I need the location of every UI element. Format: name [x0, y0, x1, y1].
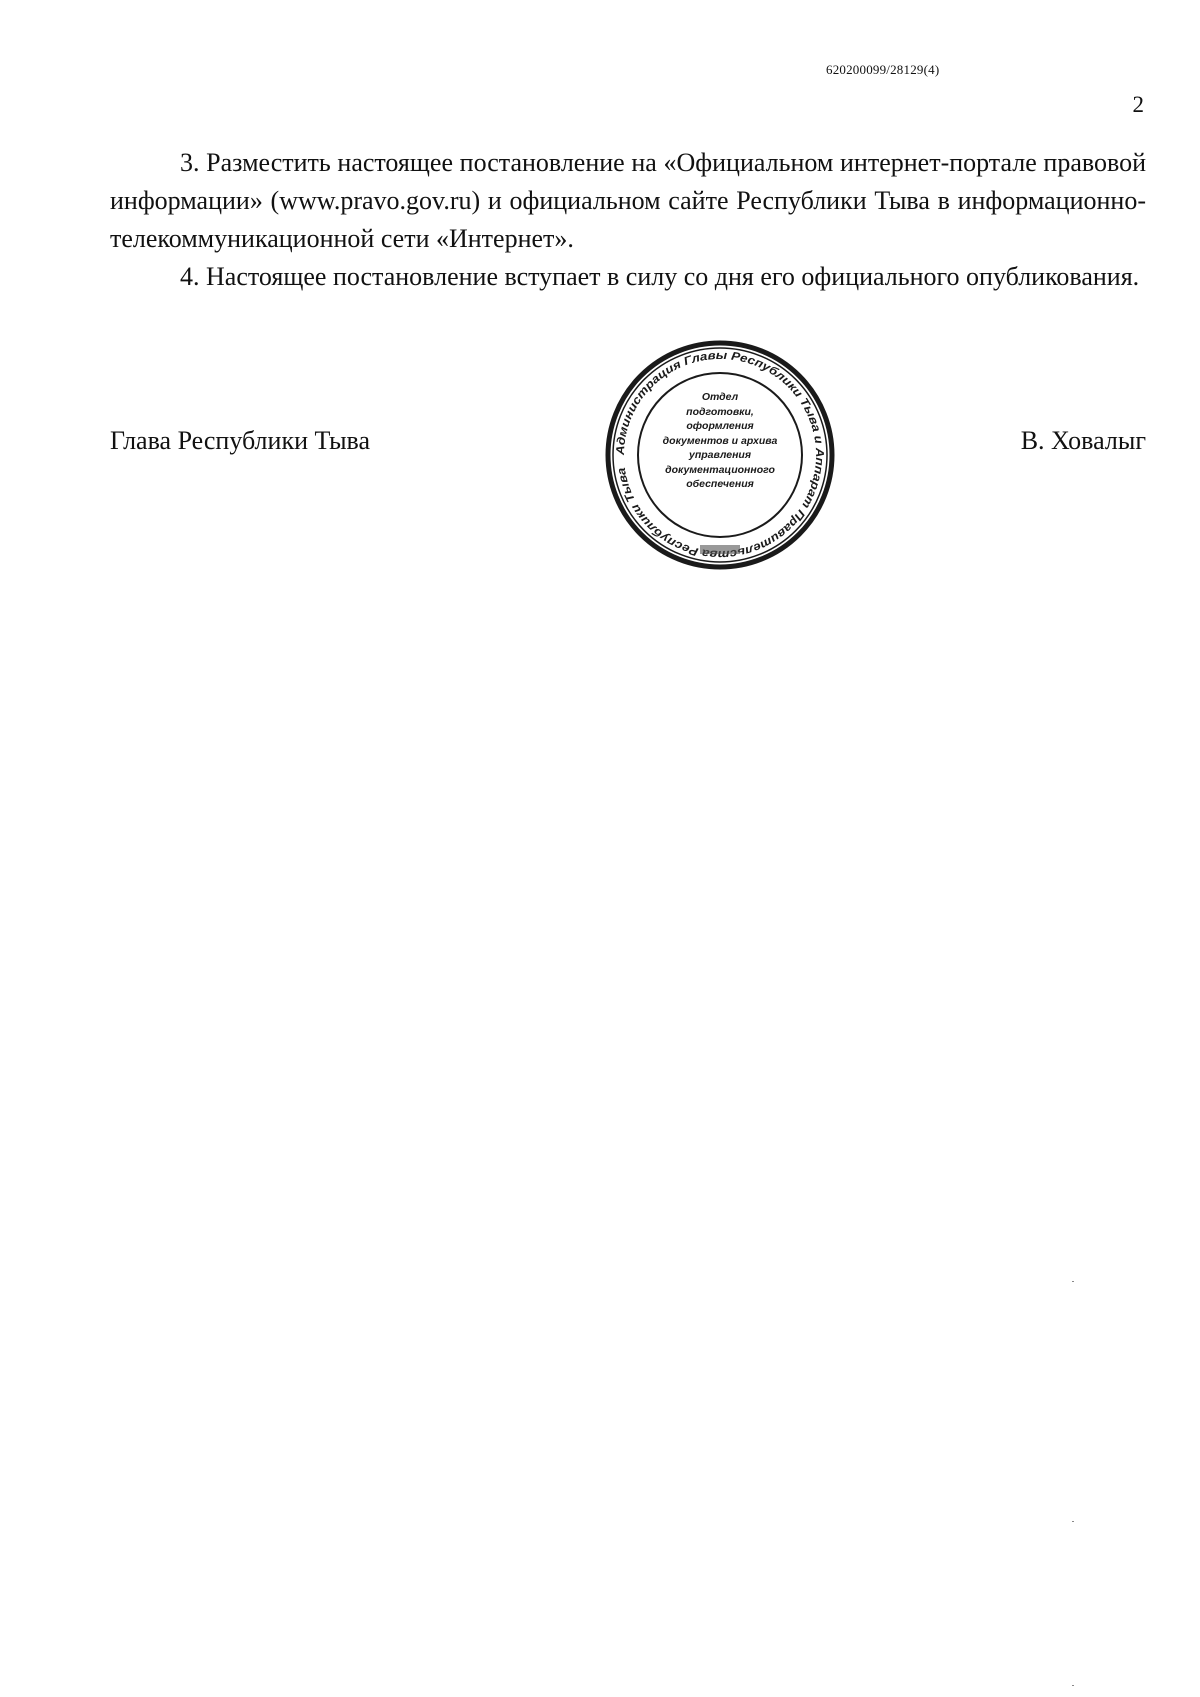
document-code: 620200099/28129(4)	[826, 62, 940, 77]
official-seal	[603, 338, 837, 572]
scan-speck	[1072, 1685, 1074, 1686]
paragraph-3: 3. Разместить настоящее постановление на «Официальном интернет-портале правовой информации» (www.pravo.gov.ru) и официальном сайте Республики Тыва в информационно-телекоммуникационной сети «Интернет».	[110, 148, 1146, 253]
page-number: 2	[1132, 92, 1144, 117]
scan-speck	[1072, 1521, 1074, 1522]
scan-speck	[1072, 1281, 1074, 1282]
seal-center-line: документов и архива	[662, 434, 778, 447]
seal-center-line: управления	[688, 449, 752, 461]
seal-center-line: документационного	[665, 463, 775, 476]
signer-name: В. Ховалыг	[1020, 426, 1146, 455]
document-body	[110, 144, 1146, 296]
seal-ring-textpath: Администрация Главы Республики Тыва и Аппарат Правитель Республики Тыва	[614, 349, 826, 559]
seal-center-text	[603, 390, 837, 492]
signer-title: Глава Республики Тыва	[110, 426, 371, 455]
seal-center-line: обеспечения	[686, 478, 754, 490]
seal-ink-smudge	[700, 545, 740, 554]
paragraph-4: 4. Настоящее постановление вступает в силу со дня его официального опубликования.	[180, 262, 1140, 291]
seal-center-line: оформления	[686, 420, 754, 432]
seal-center-line: подготовки,	[686, 405, 754, 418]
seal-center-line: Отдел	[701, 391, 739, 403]
